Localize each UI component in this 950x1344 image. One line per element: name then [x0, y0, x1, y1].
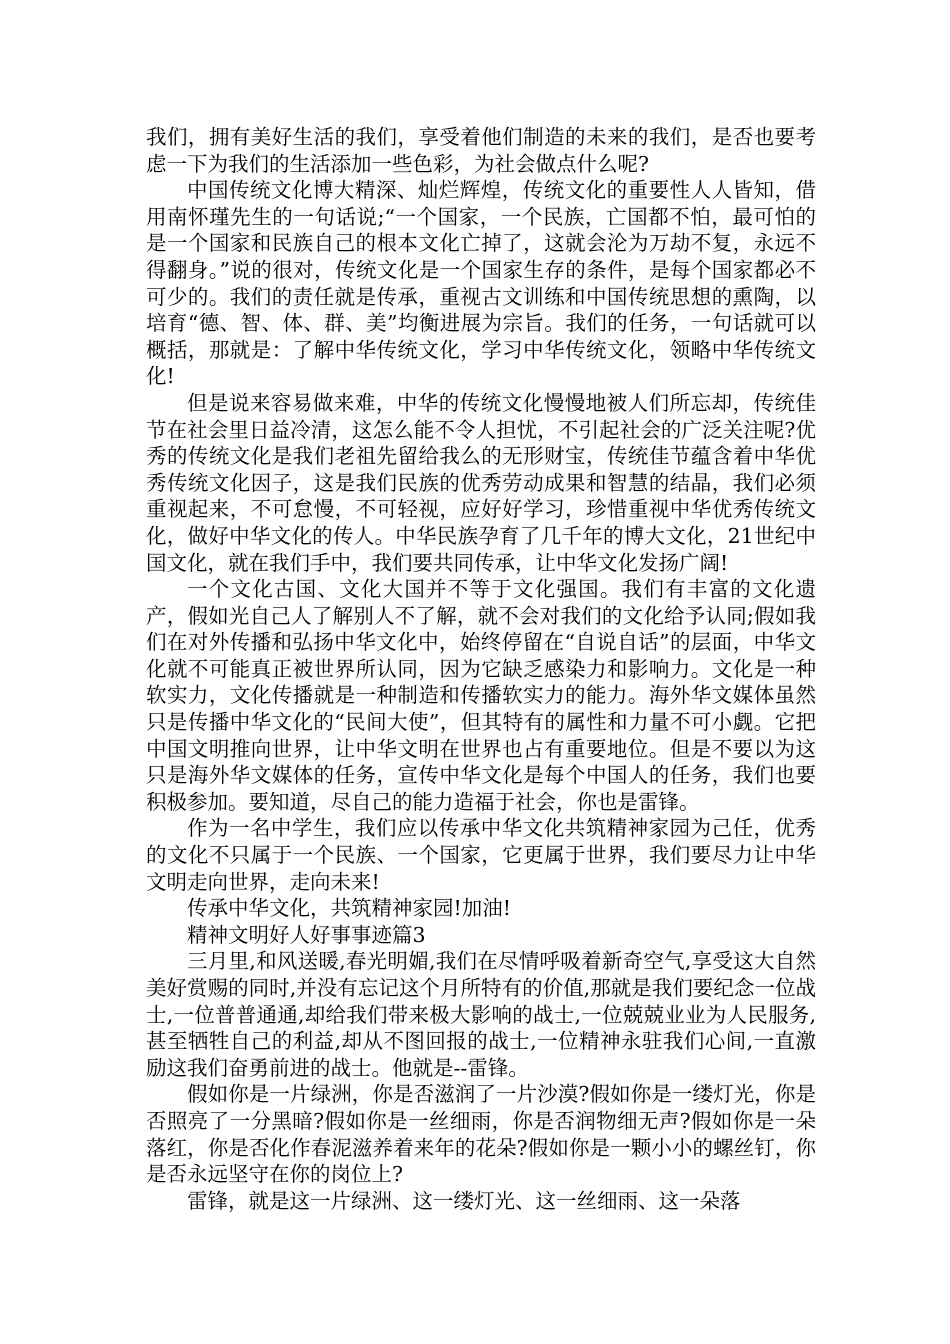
paragraph-questions: 假如你是一片绿洲，你是否滋润了一片沙漠?假如你是一缕灯光，你是否照亮了一分黑暗?假如你是一丝细雨，你是否润物细无声?假如你是一朵落红，你是否化作春泥滋养着来年的花朵?假如你是一颗小小的螺丝钉，你是否永远坚守在你的岗位上?	[146, 1082, 816, 1187]
paragraph-slogan: 传承中华文化，共筑精神家园!加油!	[187, 896, 511, 921]
paragraph-march: 三月里,和风送暖,春光明媚,我们在尽情呼吸着新奇空气,享受这大自然美好赏赐的同时,并没有忘记这个月所特有的价值,那就是我们要纪念一位战士,一位普普通通,却给我们带来极大影响的战士,一位兢兢业业为人民服务,甚至牺牲自己的利益,却从不图回报的战士,一位精神永驻我们心间,一直激励这我们奋勇前进的战士。他就是--雷锋。	[146, 949, 816, 1080]
paragraph-intro: 我们，拥有美好生活的我们，享受着他们制造的未来的我们，是否也要考虑一下为我们的生活添加一些色彩，为社会做点什么呢?	[146, 125, 816, 176]
paragraph-traditional-culture: 中国传统文化博大精深、灿烂辉煌，传统文化的重要性人人皆知，借用南怀瑾先生的一句话说;“一个国家，一个民族，亡国都不怕，最可怕的是一个国家和民族自己的根本文化亡掉了，这就会沦为万劫不复，永远不得翻身。”说的很对，传统文化是一个国家生存的条件，是每个国家都必不可少的。我们的责任就是传承，重视古文训练和中国传统思想的熏陶，以培育“德、智、体、群、美”均衡进展为宗旨。我们的任务，一句话就可以概括，那就是：了解中华传统文化，学习中华传统文化，领略中华传统文化!	[146, 178, 816, 389]
paragraph-festivals: 但是说来容易做来难，中华的传统文化慢慢地被人们所忘却，传统佳节在社会里日益冷清，这怎么能不令人担忧，不引起社会的广泛关注呢?优秀的传统文化是我们老祖先留给我么的无形财宝，传统佳节蕴含着中华优秀传统文化因子，这是我们民族的优秀劳动成果和智慧的结晶，我们必须重视起来，不可怠慢，不可轻视，应好好学习，珍惜重视中华优秀传统文化，做好中华文化的传人。中华民族孕育了几千年的博大文化，21世纪中国文化，就在我们手中，我们要共同传承，让中华文化发扬广阔!	[146, 390, 816, 575]
document-page	[146, 124, 816, 1214]
paragraph-leifeng: 雷锋，就是这一片绿洲、这一缕灯光、这一丝细雨、这一朵落	[187, 1188, 741, 1213]
paragraph-student-duty: 作为一名中学生，我们应以传承中华文化共筑精神家园为己任，优秀的文化不只属于一个民族、一个国家，它更属于世界，我们要尽力让中华文明走向世界，走向未来!	[146, 816, 816, 894]
paragraph-cultural-power: 一个文化古国、文化大国并不等于文化强国。我们有丰富的文化遗产，假如光自己人了解别人不了解，就不会对我们的文化给予认同;假如我们在对外传播和弘扬中华文化中，始终停留在“自说自话”的层面，中华文化就不可能真正被世界所认同，因为它缺乏感染力和影响力。文化是一种软实力，文化传播就是一种制造和传播软实力的能力。海外华文媒体虽然只是传播中华文化的“民间大使”，但其特有的属性和力量不可小觑。它把中国文明推向世界，让中华文明在世界也占有重要地位。但是不要以为这只是海外华文媒体的任务，宣传中华文化是每个中国人的任务，我们也要积极参加。要知道，尽自己的能力造福于社会，你也是雷锋。	[146, 577, 816, 814]
section-heading: 精神文明好人好事事迹篇3	[187, 922, 426, 947]
